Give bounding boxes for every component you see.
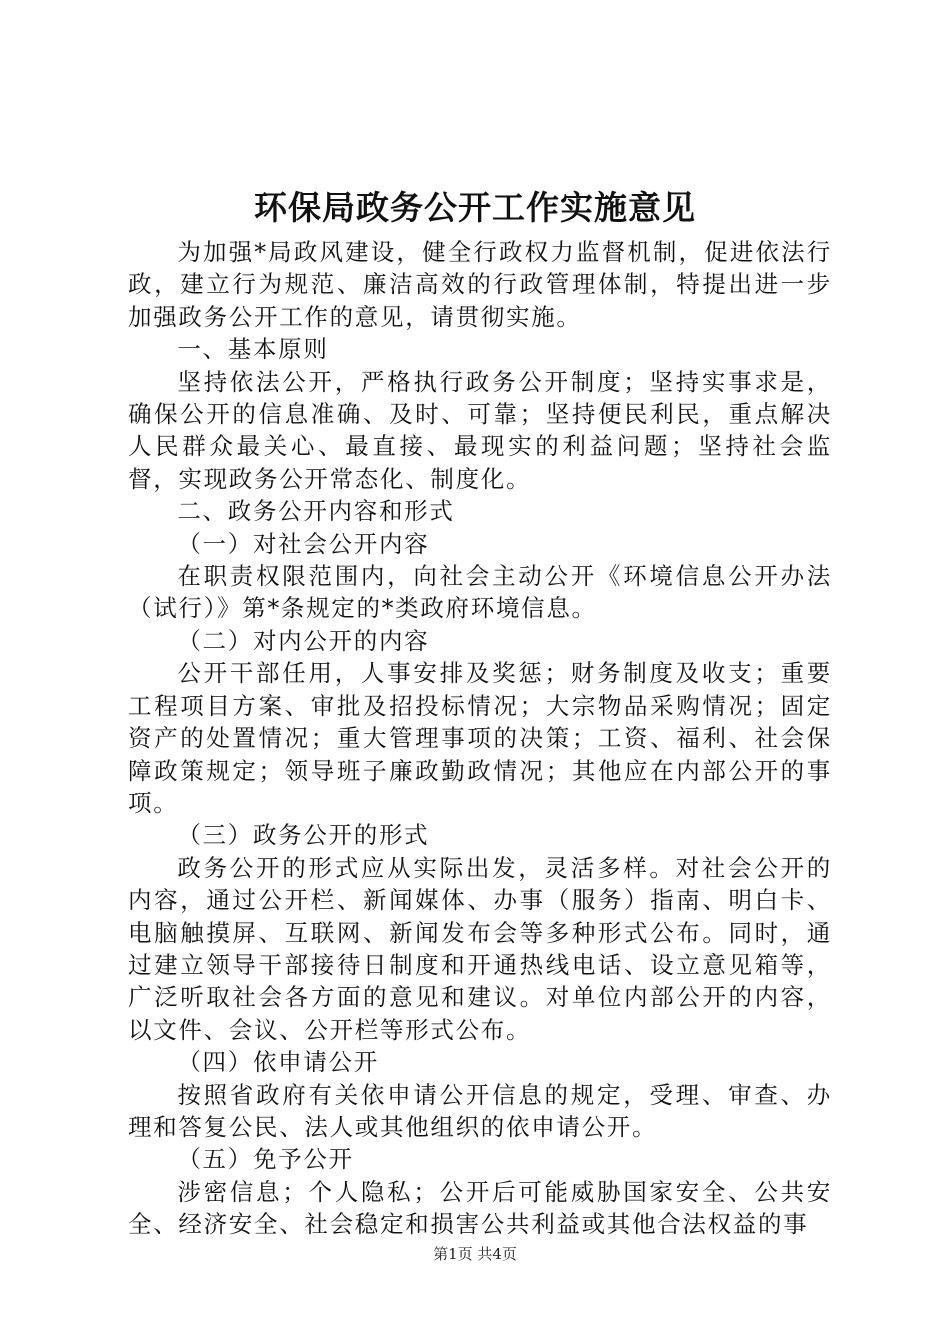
subsection-heading-forms: （三）政务公开的形式 (177, 821, 430, 850)
page-number-footer: 第1页 共4页 (433, 1245, 517, 1263)
subsection-heading-public-content: （一）对社会公开内容 (177, 529, 430, 558)
forms-paragraph: 政务公开的形式应从实际出发，灵活多样。对社会公开的内容，通过公开栏、新闻媒体、办事（服务）指南、明白卡、电脑触摸屏、互联网、新闻发布会等多种形式公布。同时，通过建立领导干部接待日制度和开通热线电话、设立意见箱等，广泛听取社会各方面的意见和建议。对单位内部公开的内容，以文件、会议、公开栏等形式公布。 (128, 853, 832, 1044)
section-heading-content-forms: 二、政务公开内容和形式 (177, 497, 455, 526)
intro-paragraph: 为加强*局政风建设，健全行政权力监督机制，促进依法行政，建立行为规范、廉洁高效的行政管理体制，特提出进一步加强政务公开工作的意见，请贯彻实施。 (128, 238, 832, 331)
public-content-paragraph: 在职责权限范围内，向社会主动公开《环境信息公开办法（试行）》第*条规定的*类政府环境信息。 (128, 562, 832, 623)
document-title: 环保局政务公开工作实施意见 (254, 188, 696, 227)
internal-content-paragraph: 公开干部任用，人事安排及奖惩；财务制度及收支；重要工程项目方案、审批及招投标情况；大宗物品采购情况；固定资产的处置情况；重大管理事项的决策；工资、福利、社会保障政策规定；领导班子廉政勤政情况；其他应在内部公开的事项。 (128, 659, 832, 817)
subsection-heading-internal-content: （二）对内公开的内容 (177, 626, 430, 655)
on-request-paragraph: 按照省政府有关依申请公开信息的规定，受理、审查、办理和答复公民、法人或其他组织的依申请公开。 (128, 1080, 832, 1141)
document-body (128, 236, 832, 1241)
exempt-paragraph: 涉密信息；个人隐私；公开后可能威胁国家安全、公共安全、经济安全、社会稳定和损害公共利益或其他合法权益的事 (128, 1177, 832, 1239)
subsection-heading-on-request: （四）依申请公开 (177, 1048, 379, 1077)
section-heading-principles: 一、基本原则 (177, 335, 329, 364)
subsection-heading-exempt: （五）免予公开 (177, 1145, 354, 1174)
principles-paragraph: 坚持依法公开，严格执行政务公开制度；坚持实事求是，确保公开的信息准确、及时、可靠；坚持便民利民，重点解决人民群众最关心、最直接、最现实的利益问题；坚持社会监督，实现政务公开常态化、制度化。 (128, 367, 832, 493)
